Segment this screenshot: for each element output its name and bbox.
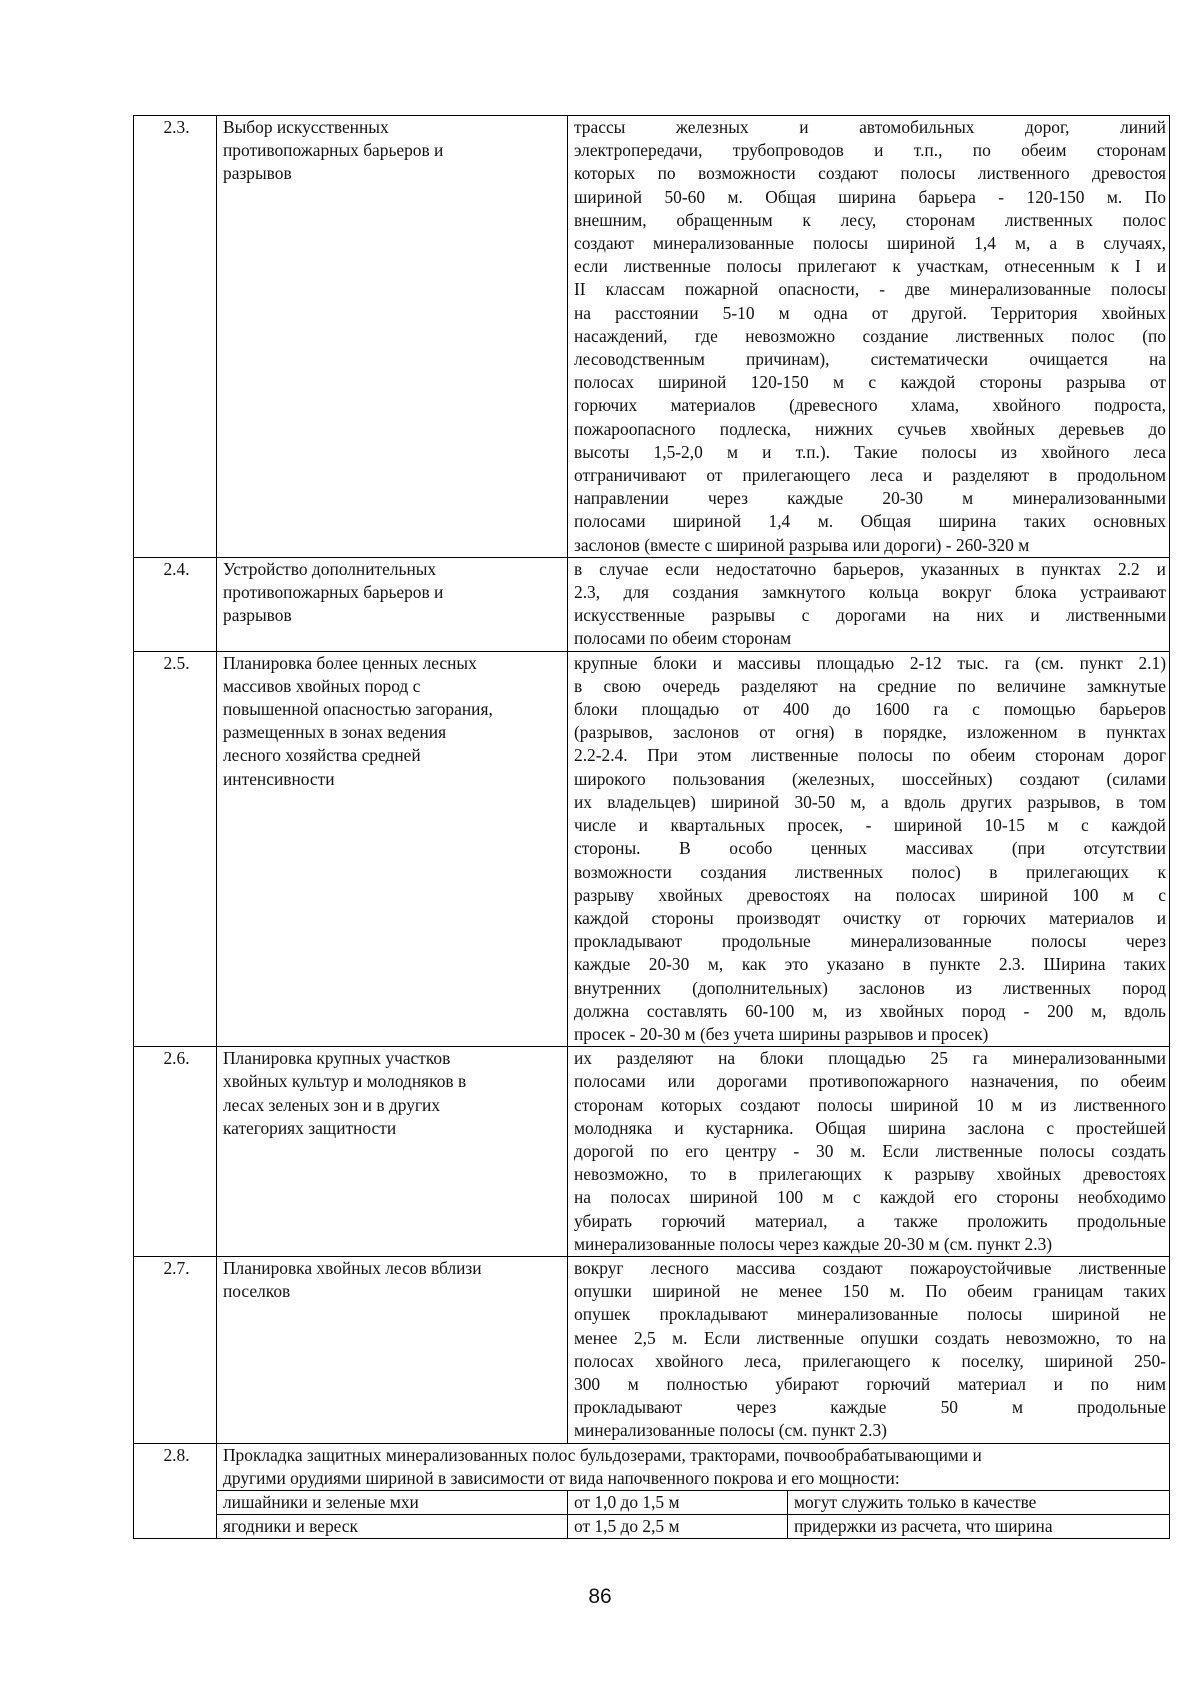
measure-description-line: искусственные разрывы с дорогами на них и лиственными [574,605,1166,626]
measure-description-line: на полосах шириной 100 м с каждой его стороны необходимо [574,1187,1166,1208]
table-row [134,116,1170,558]
measure-description-line: в свою очередь разделяют на средние по величине замкнутые [574,675,1166,696]
measure-description-line: сторонам которых создают полосы шириной 10 м из лиственного [574,1094,1166,1115]
row-2-8-text-line: другими орудиями шириной в зависимости от вида напочвенного покрова и его мощности: [223,1467,900,1488]
measure-description-line: дорогой по его центру - 30 м. Если лиственные полосы создать [574,1140,1166,1161]
measure-description-line: отграничивают от прилегающего леса и разделяют в продольном [574,465,1166,486]
measure-description-line: если лиственные полосы прилегают к участкам, отнесенным к I и [574,256,1166,277]
measure-description-line: крупные блоки и массивы площадью 2-12 тыс. га (см. пункт 2.1) [574,652,1166,673]
measure-description-line: II классам пожарной опасности, - две минерализованные полосы [574,279,1166,300]
measure-description-line: трассы железных и автомобильных дорог, линий [574,117,1166,137]
measure-title-line: разрывов [223,163,292,184]
measure-title-line: массивов хвойных пород с [223,675,421,696]
measure-description-line: широкого пользования (железных, шоссейных) создают (силами [574,768,1166,789]
table-row [134,557,1170,651]
table-subrow [134,1515,1170,1539]
measure-description-line: их владельцев) шириной 30-50 м, а вдоль других разрывов, в том [574,791,1166,812]
measure-description-line: полосах хвойного леса, прилегающего к поселку, шириной 250- [574,1350,1166,1371]
measure-description-line: должна составлять 60-100 м, из хвойных пород - 200 м, вдоль [574,1000,1166,1021]
table-row [134,1047,1170,1257]
measure-description [568,1047,1170,1257]
measure-description [568,116,1170,558]
ground-cover-cell: лишайники и зеленые мхи [217,1490,568,1514]
measure-title-line: противопожарных барьеров и [223,582,444,603]
measure-description-line: на расстоянии 5-10 м одна от другой. Территория хвойных [574,302,1166,323]
measure-description [568,651,1170,1046]
measure-title-line: интенсивности [223,768,335,789]
measure-description-line: их разделяют на блоки площадью 25 га минерализованными [574,1048,1166,1069]
strip-width-cell: от 1,0 до 1,5 м [568,1490,788,1514]
table-row-2-8-header [134,1443,1170,1490]
measure-title [217,557,568,651]
measure-description-line: полосами или дорогами противопожарного назначения, по обеим [574,1071,1166,1092]
measure-description-line: внешним, обращенным к лесу, сторонам лиственных полос [574,209,1166,230]
measure-description-line: создают минерализованные полосы шириной 1,4 м, а в случаях, [574,233,1166,254]
row-number: 2.3. [134,116,217,558]
row-2-8-text-line: Прокладка защитных минерализованных полос бульдозерами, тракторами, почвообрабатывающими и [223,1444,982,1465]
measure-description-line: лесоводственным причинам), систематически очищается на [574,349,1166,370]
measure-title [217,1256,568,1443]
measure-description-line: блоки площадью от 400 до 1600 га с помощью барьеров [574,699,1166,720]
measure-title-line: Выбор искусственных [223,117,389,137]
measure-description-line: невозможно, то в прилегающих к разрыву хвойных древостоях [574,1164,1166,1185]
measure-title-line: Устройство дополнительных [223,558,437,579]
measure-description-line: каждой стороны производят очистку от горючих материалов и [574,907,1166,928]
measure-description-line: насаждений, где невозможно создание лиственных полос (по [574,325,1166,346]
table-row [134,1256,1170,1443]
measure-description-line: 2.2-2.4. При этом лиственные полосы по обеим сторонам дорог [574,745,1166,766]
table-subrow [134,1490,1170,1514]
measure-title [217,116,568,558]
measure-description-line: прокладывают продольные минерализованные полосы через [574,931,1166,952]
table-body [134,116,1170,1539]
measure-description-line: высоты 1,5-2,0 м и т.п.). Такие полосы из хвойного леса [574,441,1166,462]
measure-description-line: каждые 20-30 м, как это указано в пункте 2.3. Ширина таких [574,954,1166,975]
measure-title-line: хвойных культур и молодняков в [223,1071,467,1092]
measure-description-line: пожароопасного подлеска, нижних сучьев хвойных деревьев до [574,418,1166,439]
measure-description-line: опушки шириной не менее 150 м. По обеим границам таких [574,1281,1166,1302]
ground-cover-cell: ягодники и вереск [217,1515,568,1539]
row-2-8-description [217,1443,1170,1490]
measure-description-line: (разрывов, заслонов от огня) в порядке, изложенном в пунктах [574,722,1166,743]
row-number: 2.6. [134,1047,217,1257]
measure-description-line: 2.3, для создания замкнутого кольца вокруг блока устраивают [574,582,1166,603]
measure-description-line: просек - 20-30 м (без учета ширины разрывов и просек) [574,1023,989,1044]
measure-description-line: опушек прокладывают минерализованные полосы шириной не [574,1304,1166,1325]
measure-title [217,651,568,1046]
page-number: 86 [588,1585,612,1608]
note-cell: придержки из расчета, что ширина [788,1515,1170,1539]
measure-description-line: убирать горючий материал, а также проложить продольные [574,1210,1166,1231]
measure-description-line: возможности создания лиственных полос) в прилегающих к [574,861,1166,882]
measure-description-line: 300 м полностью убирают горючий материал и по ним [574,1373,1166,1394]
measure-description-line: минерализованные полосы через каждые 20-30 м (см. пункт 2.3) [574,1233,1053,1254]
row-number: 2.7. [134,1256,217,1443]
measure-description-line: электропередачи, трубопроводов и т.п., по обеим сторонам [574,140,1166,161]
measure-description-line: минерализованные полосы (см. пункт 2.3) [574,1420,887,1441]
measure-description-line: заслонов (вместе с шириной разрыва или дороги) - 260-320 м [574,534,1030,555]
measure-title-line: повышенной опасностью загорания, [223,699,493,720]
measure-description-line: в случае если недостаточно барьеров, указанных в пунктах 2.2 и [574,558,1166,579]
row-number: 2.5. [134,651,217,1046]
fire-barriers-table [133,115,1170,1539]
measure-description-line: вокруг лесного массива создают пожароустойчивые лиственные [574,1257,1166,1278]
measure-title-line: категориях защитности [223,1117,397,1138]
measure-title-line: лесах зеленых зон и в других [223,1094,441,1115]
table-row [134,651,1170,1046]
strip-width-cell: от 1,5 до 2,5 м [568,1515,788,1539]
note-cell: могут служить только в качестве [788,1490,1170,1514]
measure-description-line: полосами по обеим сторонам [574,628,792,649]
measure-title-line: Планировка более ценных лесных [223,652,477,673]
row-number: 2.8. [134,1443,217,1539]
measure-title [217,1047,568,1257]
measure-description-line: горючих материалов (древесного хлама, хвойного подроста, [574,395,1166,416]
measure-description [568,1256,1170,1443]
measure-title-line: Планировка крупных участков [223,1048,451,1069]
measure-title-line: разрывов [223,605,292,626]
measure-description-line: направлении через каждые 20-30 м минерализованными [574,488,1166,509]
measure-title-line: поселков [223,1281,291,1302]
measure-description-line: разрыву хвойных древостоях на полосах шириной 100 м с [574,884,1166,905]
measure-description [568,557,1170,651]
measure-description-line: которых по возможности создают полосы лиственного древостоя [574,163,1166,184]
measure-description-line: менее 2,5 м. Если лиственные опушки создать невозможно, то на [574,1327,1166,1348]
measure-description-line: полосах шириной 120-150 м с каждой стороны разрыва от [574,372,1166,393]
measure-description-line: молодняка и кустарника. Общая ширина заслона с простейшей [574,1117,1166,1138]
measure-title-line: лесного хозяйства средней [223,745,421,766]
measure-description-line: шириной 50-60 м. Общая ширина барьера - 120-150 м. По [574,186,1166,207]
measure-title-line: размещенных в зонах ведения [223,722,447,743]
measure-description-line: полосами шириной 1,4 м. Общая ширина таких основных [574,511,1166,532]
measure-description-line: стороны. В особо ценных массивах (при отсутствии [574,838,1166,859]
measure-title-line: Планировка хвойных лесов вблизи [223,1257,482,1278]
measure-description-line: внутренних (дополнительных) заслонов из лиственных пород [574,977,1166,998]
measure-title-line: противопожарных барьеров и [223,140,444,161]
row-number: 2.4. [134,557,217,651]
measure-description-line: прокладывают через каждые 50 м продольные [574,1397,1166,1418]
measure-description-line: числе и квартальных просек, - шириной 10-15 м с каждой [574,815,1166,836]
